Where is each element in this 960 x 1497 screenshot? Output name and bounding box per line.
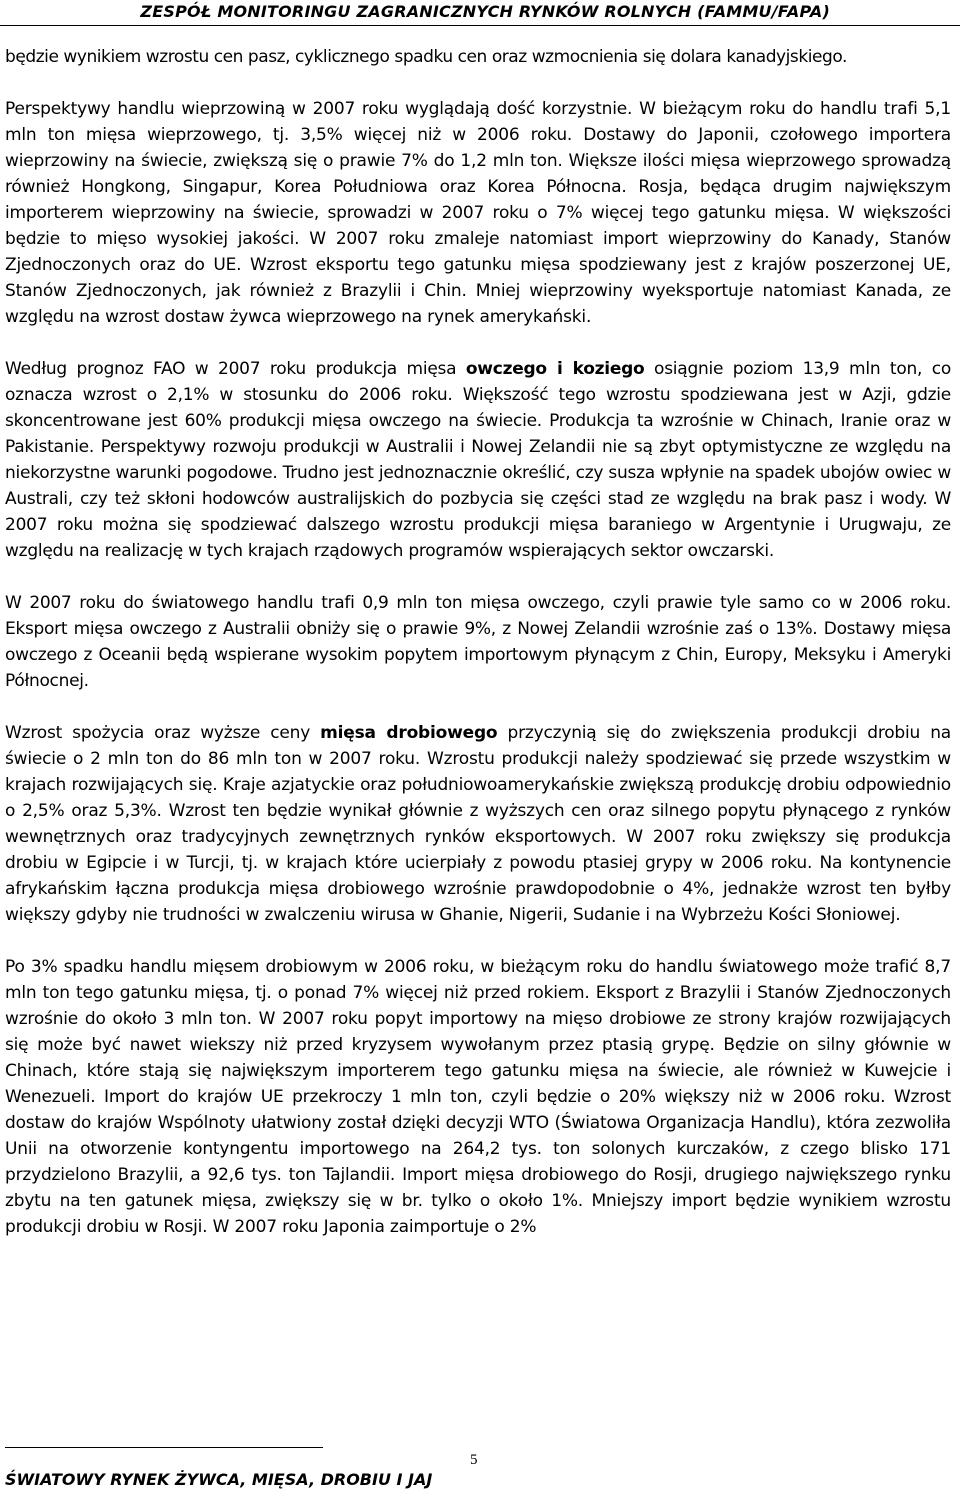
paragraph-bold-term: owczego i koziego: [465, 359, 645, 379]
paragraph-sheep-production: [5, 356, 951, 564]
paragraph-bold-term: mięsa drobiowego: [320, 723, 498, 743]
paragraph-pork-trade: Perspektywy handlu wieprzowiną w 2007 roku wyglądają dość korzystnie. W bieżącym roku do handlu trafi 5,1 mln ton mięsa wieprzowego, tj. 3,5% więcej niż w 2006 roku. Dostawy do Japonii, czołowego importera wieprzowiny na świecie, zwiększą się o prawie 7% do 1,2 mln ton. Większe ilości mięsa wieprzowego sprowadzą również Hongkong, Singapur, Korea Południowa oraz Korea Północna. Rosja, będąca drugim największym importerem wieprzowiny na świecie, sprowadzi w 2007 roku o 7% więcej tego gatunku mięsa. W większości będzie to mięso wysokiej jakości. W 2007 roku zmaleje natomiast import wieprzowiny do Kanady, Stanów Zjednoczonych oraz do UE. Wzrost eksportu tego gatunku mięsa spodziewany jest z krajów poszerzonej UE, Stanów Zjednoczonych, jak również z Brazylii i Chin. Mniej wieprzowiny wyeksportuje natomiast Kanada, ze względu na wzrost dostaw żywca wieprzowego na rynek amerykański.: [5, 99, 951, 327]
header-divider: [0, 25, 960, 26]
paragraph-text: Według prognoz FAO w 2007 roku produkcja mięsa: [5, 359, 466, 379]
document-body: [5, 44, 951, 1266]
paragraph-text: osiągnie poziom 13,9 mln ton, co oznacza wzrost o 2,1% w stosunku do 2006 roku. Większość tego wzrostu spodziewana jest w Azji, gdzie skoncentrowane jest 60% produkcji mięsa owczego na świecie. Produkcja ta wzrośnie w Chinach, Iranie oraz w Pakistanie. Perspektywy rozwoju produkcji w Australii i Nowej Zelandii nie są zbyt optymistyczne ze względu na niekorzystne warunki pogodowe. Trudno jest jednoznacznie określić, czy susza wpłynie na spadek ubojów owiec w Australi, czy też skłoni hodowców australijskich do pozbycia się części stad ze względu na brak pasz i wody. W 2007 roku można się spodziewać dalszego wzrostu produkcji mięsa baraniego w Argentynie i Urugwaju, ze względu na realizację w tych krajach rządowych programów wspierających sektor owczarski.: [5, 359, 951, 561]
paragraph-text: przyczynią się do zwiększenia produkcji drobiu na świecie o 2 mln ton do 86 mln ton w 2007 roku. Wzrostu produkcji należy spodziewać się przede wszystkim w krajach rozwijających się. Kraje azjatyckie oraz południowoamerykańskie zwiększą produkcję drobiu odpowiednio o 2,5% oraz 5,3%. Wzrost ten będzie wynikał głównie z wyższych cen oraz silnego popytu płynącego z rynków wewnętrznych oraz tradycyjnych zewnętrznych rynków eksportowych. W 2007 roku zwiększy się produkcja drobiu w Egipcie i w Turcji, tj. w krajach które ucierpiały z powodu ptasiej grypy w 2006 roku. Na kontynencie afrykańskim łączna produkcja mięsa drobiowego wzrośnie prawdopodobnie o 4%, jednakże wzrost ten byłby większy gdyby nie trudności w zwalczeniu wirusa w Ghanie, Nigerii, Sudanie i na Wybrzeżu Kości Słoniowej.: [5, 723, 952, 925]
paragraph-poultry-production: [5, 720, 951, 928]
page-header: [0, 2, 960, 21]
paragraph-sheep-trade: W 2007 roku do światowego handlu trafi 0,9 mln ton mięsa owczego, czyli prawie tyle samo co w 2006 roku. Eksport mięsa owczego z Australii obniży się o prawie 9%, z Nowej Zelandii wzrośnie zaś o 13%. Dostawy mięsa owczego z Oceanii będą wspierane wysokim popytem importowym płynącym z Chin, Europy, Meksyku i Ameryki Północnej.: [5, 593, 951, 691]
page-number: 5: [470, 1452, 478, 1468]
header-title: ZESPÓŁ MONITORINGU ZAGRANICZNYCH RYNKÓW ROLNYCH (FAMMU/FAPA): [140, 2, 830, 21]
footer-title: ŚWIATOWY RYNEK ŻYWCA, MIĘSA, DROBIU I JAJ: [5, 1470, 433, 1489]
paragraph-text: Wzrost spożycia oraz wyższe ceny: [5, 723, 321, 743]
paragraph-pork-intro: będzie wynikiem wzrostu cen pasz, cyklicznego spadku cen oraz wzmocnienia się dolara kanadyjskiego.: [5, 47, 847, 67]
paragraph-poultry-trade: Po 3% spadku handlu mięsem drobiowym w 2006 roku, w bieżącym roku do handlu światowego może trafić 8,7 mln ton tego gatunku mięsa, tj. o ponad 7% więcej niż przed rokiem. Eksport z Brazylii i Stanów Zjednoczonych wzrośnie do około 3 mln ton. W 2007 roku popyt importowy na mięso drobiowe ze strony krajów rozwijających się może być nawet wiekszy niż przed kryzysem wywołanym przez ptasią grypę. Będzie on silny głównie w Chinach, które stają się największym importerem tego gatunku mięsa na świecie, ale również w Kuwejcie i Wenezueli. Import do krajów UE przekroczy 1 mln ton, czyli będzie o 20% większy niż w 2006 roku. Wzrost dostaw do krajów Wspólnoty ułatwiony został dzięki decyzji WTO (Światowa Organizacja Handlu), która zezwoliła Unii na otworzenie kontyngentu importowego na 264,2 tys. ton solonych kurczaków, z czego blisko 171 przydzielono Brazylii, a 92,6 tys. ton Tajlandii. Import mięsa drobiowego do Rosji, drugiego największego rynku zbytu na ten gatunek mięsa, zwiększy się w br. tylko o około 1%. Mniejszy import będzie wynikiem wzrostu produkcji drobiu w Rosji. W 2007 roku Japonia zaimportuje o 2%: [5, 957, 951, 1237]
footer-divider: [5, 1447, 323, 1448]
